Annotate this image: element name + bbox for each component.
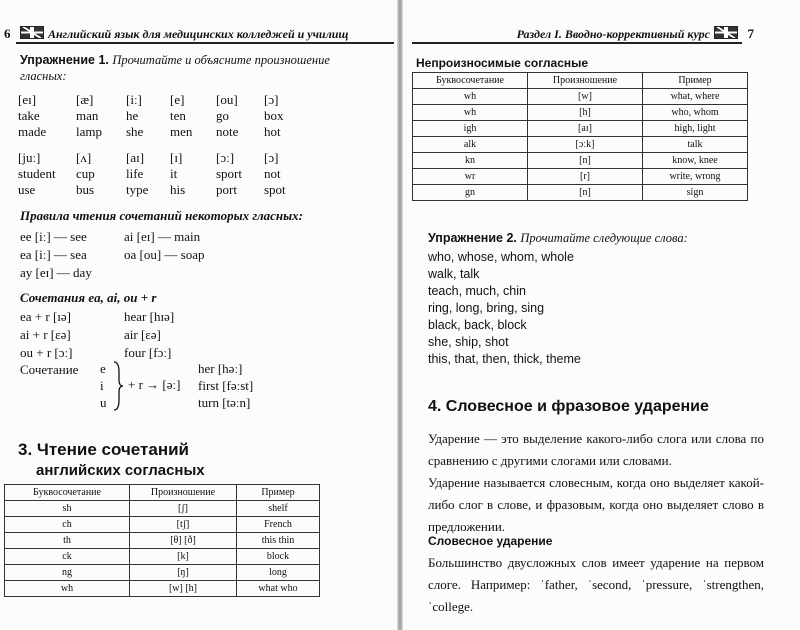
paragraph-1: Ударение — это выделение какого-либо слога или слова по сравнению с другими слогами или словами. [428,431,764,468]
grid-cell: [e] [170,92,185,107]
table-cell: long [237,565,320,581]
table-cell: wh [5,581,130,597]
word-line: who, whose, whom, whole [428,250,574,264]
combination-example: her [həː] [198,361,243,376]
grid-cell: port [216,182,237,197]
table-cell: what, where [643,89,748,105]
combination-letters [100,360,107,411]
table-cell: who, whom [643,105,748,121]
table-cell: block [237,549,320,565]
combination-letter: i [100,378,104,393]
table-cell: what who [237,581,320,597]
word-line: ring, long, bring, sing [428,301,545,315]
grid-cell: it [170,166,178,181]
grid-cell: [ʌ] [76,150,92,165]
grid-cell: life [126,166,144,181]
grid-cell: cup [76,166,95,181]
table-cell: ng [5,565,130,581]
brace-icon [112,360,124,412]
table-cell: sh [5,501,130,517]
grid-cell: [aɪ] [126,150,145,165]
table-cell: gn [413,185,528,201]
table-cell: [tʃ] [130,517,237,533]
running-head-left-text: Английский язык для медицинских колледжей и училищ [48,27,349,41]
grid-cell: type [126,182,149,197]
table-header: Произношение [528,73,643,89]
table-cell: [θ] [ð] [130,533,237,549]
table-cell: [h] [528,105,643,121]
exercise-1-title [20,52,365,84]
table-cell: shelf [237,501,320,517]
grid-cell: not [264,166,281,181]
table-cell: write, wrong [643,169,748,185]
comb-item: ou + r [ɔː] [20,345,73,360]
grid-cell: [iː] [126,92,142,107]
combination-letter: e [100,361,106,376]
grid-cell: take [18,108,40,123]
grid-cell: hot [264,124,281,139]
grid-cell: made [18,124,47,139]
rule-item: ai [eɪ] — main [124,229,201,244]
silent-consonants-table [412,72,748,201]
combination-example: turn [təːn] [198,395,251,410]
combination-formula: + r → [əː] [128,377,181,392]
section-3-title-line1: 3. Чтение сочетаний [18,440,189,459]
table-header-row [413,73,748,89]
exercise-1-instruction: Прочитайте и объясните произношение гласных: [20,53,330,83]
word-line: black, back, block [428,318,527,332]
table-row [5,565,320,581]
exercise-2-label: Упражнение 2. [428,231,517,245]
table-row [413,121,748,137]
word-line: teach, much, chin [428,284,526,298]
table-cell: [aɪ] [528,121,643,137]
rule-item: ea [iː] — sea [20,247,87,262]
rules-left-list [20,228,92,282]
rule-item: ay [eɪ] — day [20,265,92,280]
table-cell: this thin [237,533,320,549]
grid-cell: [æ] [76,92,94,107]
grid-cell: [ɪ] [170,150,183,165]
grid-cell: men [170,124,193,139]
table-cell: [ɔːk] [528,137,643,153]
rule-item: ee [iː] — see [20,229,87,244]
word-line: this, that, then, thick, theme [428,352,581,366]
paragraph-2: Ударение называется словесным, когда оно выделяет какой-либо слог в слове, и фразовым, когда оно выделяет слово в предложении. [428,475,764,534]
word-stress-subhead: Словесное ударение [428,534,553,548]
grid-cell: [eɪ] [18,92,37,107]
grid-cell: box [264,108,284,123]
table-header: Пример [643,73,748,89]
table-header: Буквосочетание [413,73,528,89]
table-header: Буквосочетание [5,485,130,501]
paragraph-3: Большинство двусложных слов имеет ударение на первом слоге. Например: ˈfather, ˈsecond, ˈpressure, ˈstrengthen, ˈcollege. [428,555,764,614]
table-cell: [w] [528,89,643,105]
running-head-right [412,26,742,44]
word-line: she, ship, shot [428,335,509,349]
table-cell: [r] [528,169,643,185]
table-cell: [ŋ] [130,565,237,581]
running-head-left [16,26,394,44]
exercise-2-word-list [428,249,581,368]
grid-cell: ten [170,108,186,123]
page-number-right: 7 [747,26,754,41]
table-cell: talk [643,137,748,153]
grid-cell: student [18,166,56,181]
table-row [5,517,320,533]
grid-cell: use [18,182,36,197]
grid-cell: [ɔː] [216,150,235,165]
table-cell: [n] [528,185,643,201]
section-3-title-line2: английских согласных [36,462,205,479]
table-row [413,153,748,169]
table-header-row [5,485,320,501]
table-row [413,105,748,121]
grid-cell: [ɔ] [264,150,279,165]
table-cell: sign [643,185,748,201]
table-cell: [w] [h] [130,581,237,597]
combinations-left-list [20,308,72,362]
comb-item: air [ɛə] [124,327,161,342]
table-cell: high, light [643,121,748,137]
table-row [5,581,320,597]
table-row [413,169,748,185]
page-number-left: 6 [4,26,11,41]
combination-label: Сочетание [20,362,79,377]
uk-flag-icon [20,26,44,39]
grid-cell: he [126,108,139,123]
grid-cell: lamp [76,124,102,139]
grid-cell: bus [76,182,95,197]
table-cell: [n] [528,153,643,169]
combination-examples [198,360,253,411]
table-row [5,533,320,549]
grid-cell: his [170,182,186,197]
grid-cell: [juː] [18,150,41,165]
table-cell: [k] [130,549,237,565]
comb-item: ai + r [ɛə] [20,327,71,342]
grid-cell: [ɔ] [264,92,279,107]
table-cell: alk [413,137,528,153]
exercise-2-title [428,230,768,246]
grid-cell: sport [216,166,242,181]
table-cell: igh [413,121,528,137]
grid-cell: spot [264,182,286,197]
grid-cell: go [216,108,229,123]
table-header: Произношение [130,485,237,501]
grid-cell: note [216,124,239,139]
comb-item: four [fɔː] [124,345,172,360]
table-cell: [ʃ] [130,501,237,517]
grid-cell: [ou] [216,92,238,107]
table-cell: French [237,517,320,533]
rules-right-list [124,228,205,264]
exercise-2-instruction: Прочитайте следующие слова: [520,231,688,245]
exercise-1-label: Упражнение 1. [20,53,109,67]
combination-example: first [fəːst] [198,378,254,393]
table-row [5,549,320,565]
combination-letter: u [100,395,107,410]
comb-item: ea + r [ɪə] [20,309,71,324]
right-page [402,0,800,630]
table-row [5,501,320,517]
comb-item: hear [hɪə] [124,309,175,324]
table-cell: know, knee [643,153,748,169]
table-row [413,137,748,153]
grid-cell: she [126,124,144,139]
table-cell: ck [5,549,130,565]
rules-title: Правила чтения сочетаний некоторых гласных: [20,208,303,223]
table-title-silent-consonants: Непроизносимые согласные [416,56,589,70]
consonants-table [4,484,320,597]
uk-flag-icon [714,26,738,39]
table-cell: wh [413,105,528,121]
table-cell: th [5,533,130,549]
table-cell: kn [413,153,528,169]
combinations-right-list [124,308,174,362]
table-row [413,89,748,105]
section-4-title: 4. Словесное и фразовое ударение [428,398,709,415]
rule-item: oa [ou] — soap [124,247,205,262]
table-cell: wh [413,89,528,105]
left-page [0,0,398,630]
table-header: Пример [237,485,320,501]
combinations-title: Сочетания ea, ai, ou + r [20,290,157,305]
grid-cell: man [76,108,99,123]
table-cell: wr [413,169,528,185]
word-line: walk, talk [428,267,480,281]
table-cell: ch [5,517,130,533]
table-row [413,185,748,201]
running-head-right-text: Раздел I. Вводно-коррективный курс [516,27,710,41]
